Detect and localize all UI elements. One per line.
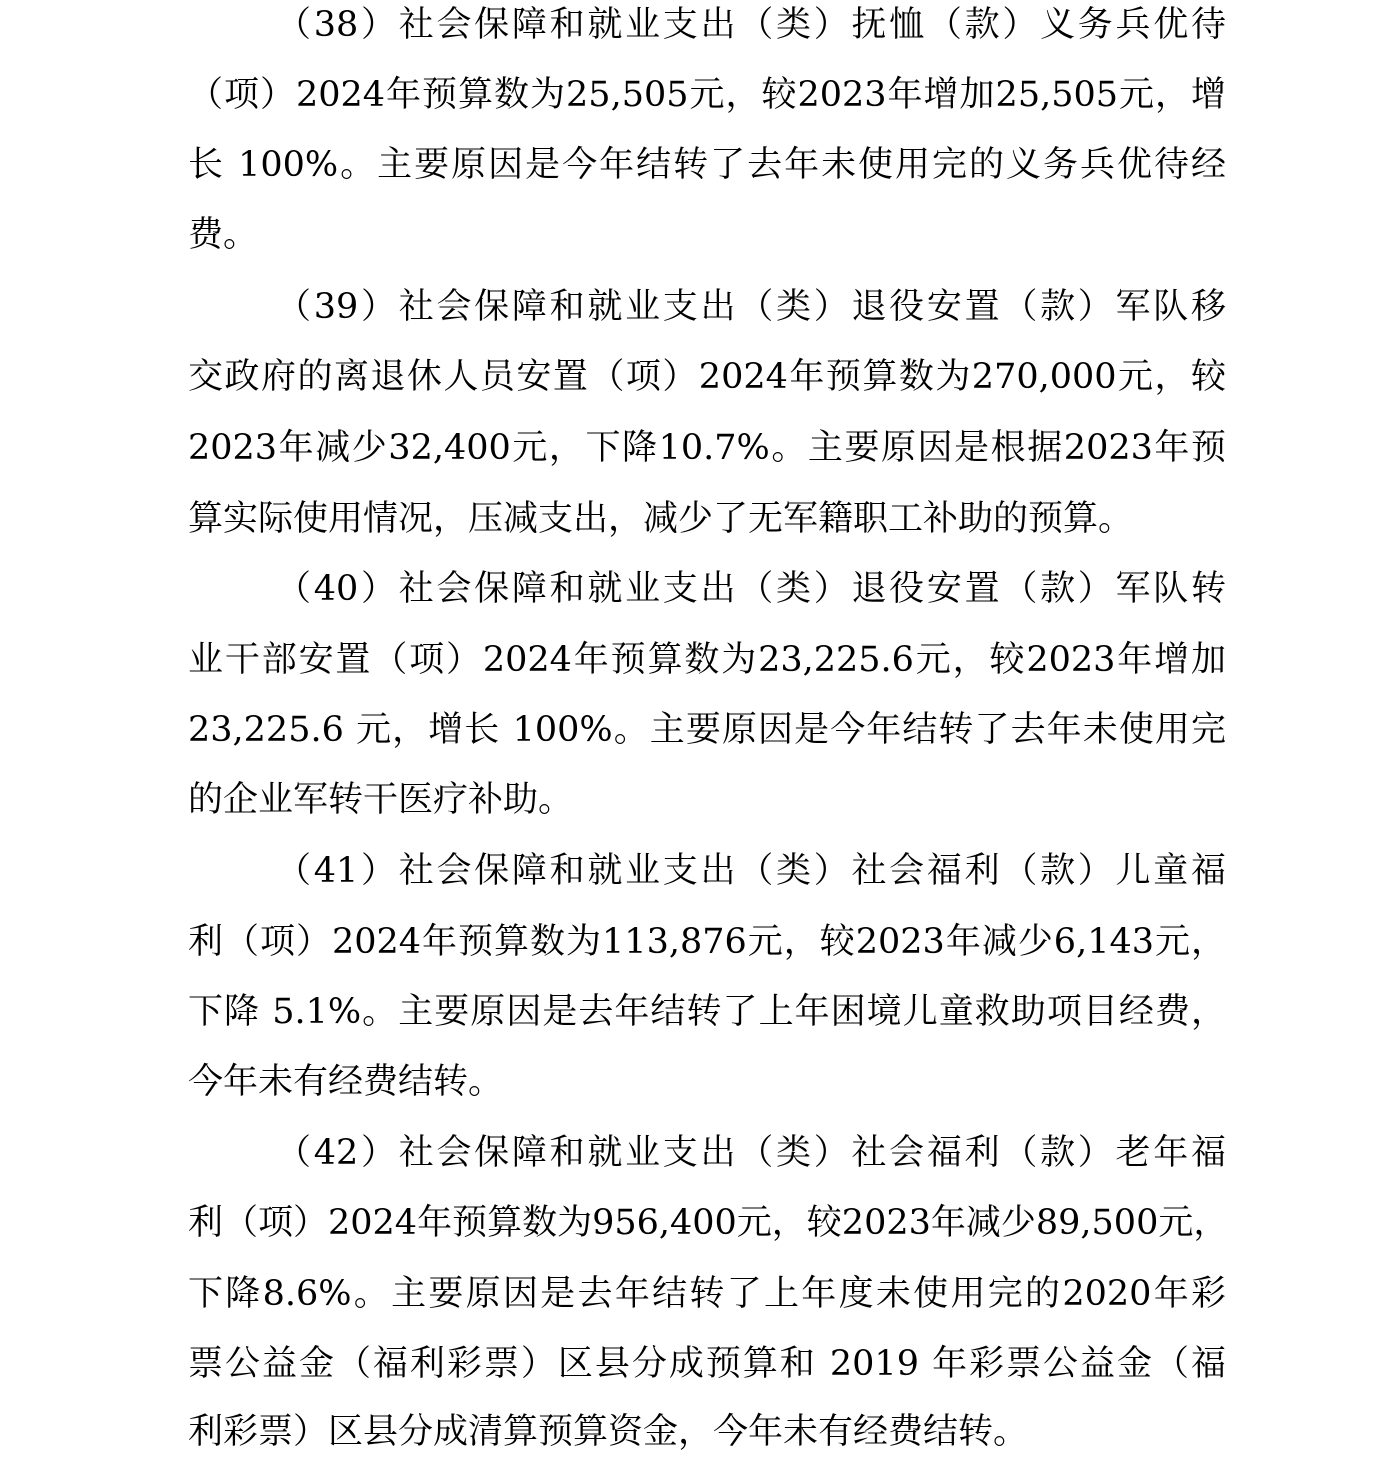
paragraph-40-line-1: （40）社会保障和就业支出（类）退役安置（款）军队转 [276,569,1226,609]
paragraph-41-line-4: 今年未有经费结转。 [188,1062,504,1102]
paragraph-39-line-3: 2023年减少32,400元，下降10.7%。主要原因是根据2023年预 [188,428,1226,468]
paragraph-38-line-4: 费。 [188,215,259,255]
paragraph-41-line-1: （41）社会保障和就业支出（类）社会福利（款）儿童福 [276,851,1226,891]
paragraph-41-line-2: 利（项）2024年预算数为113,876元，较2023年减少6,143元， [188,922,1226,962]
paragraph-38-line-2: （项）2024年预算数为25,505元，较2023年增加25,505元，增 [188,75,1226,115]
paragraph-40-line-4: 的企业军转干医疗补助。 [188,780,574,820]
paragraph-41-line-3: 下降 5.1%。主要原因是去年结转了上年困境儿童救助项目经费， [188,992,1226,1032]
paragraph-42-line-3: 下降8.6%。主要原因是去年结转了上年度未使用完的2020年彩 [188,1274,1226,1314]
paragraph-40-line-2: 业干部安置（项）2024年预算数为23,225.6元，较2023年增加 [188,640,1226,680]
paragraph-42-line-4: 票公益金（福利彩票）区县分成预算和 2019 年彩票公益金（福 [188,1344,1226,1384]
paragraph-38-line-1: （38）社会保障和就业支出（类）抚恤（款）义务兵优待 [276,5,1226,45]
paragraph-40-line-3: 23,225.6 元，增长 100%。主要原因是今年结转了去年未使用完 [188,710,1226,750]
paragraph-42-line-5: 利彩票）区县分成清算预算资金，今年未有经费结转。 [188,1412,1029,1452]
paragraph-42-line-1: （42）社会保障和就业支出（类）社会福利（款）老年福 [276,1133,1226,1173]
paragraph-39-line-4: 算实际使用情况，压减支出，减少了无军籍职工补助的预算。 [188,499,1134,539]
paragraph-39-line-2: 交政府的离退休人员安置（项）2024年预算数为270,000元，较 [188,357,1226,397]
paragraph-38-line-3: 长 100%。主要原因是今年结转了去年未使用完的义务兵优待经 [188,145,1226,185]
paragraph-42-line-2: 利（项）2024年预算数为956,400元，较2023年减少89,500元， [188,1203,1229,1243]
paragraph-39-line-1: （39）社会保障和就业支出（类）退役安置（款）军队移 [276,287,1226,327]
